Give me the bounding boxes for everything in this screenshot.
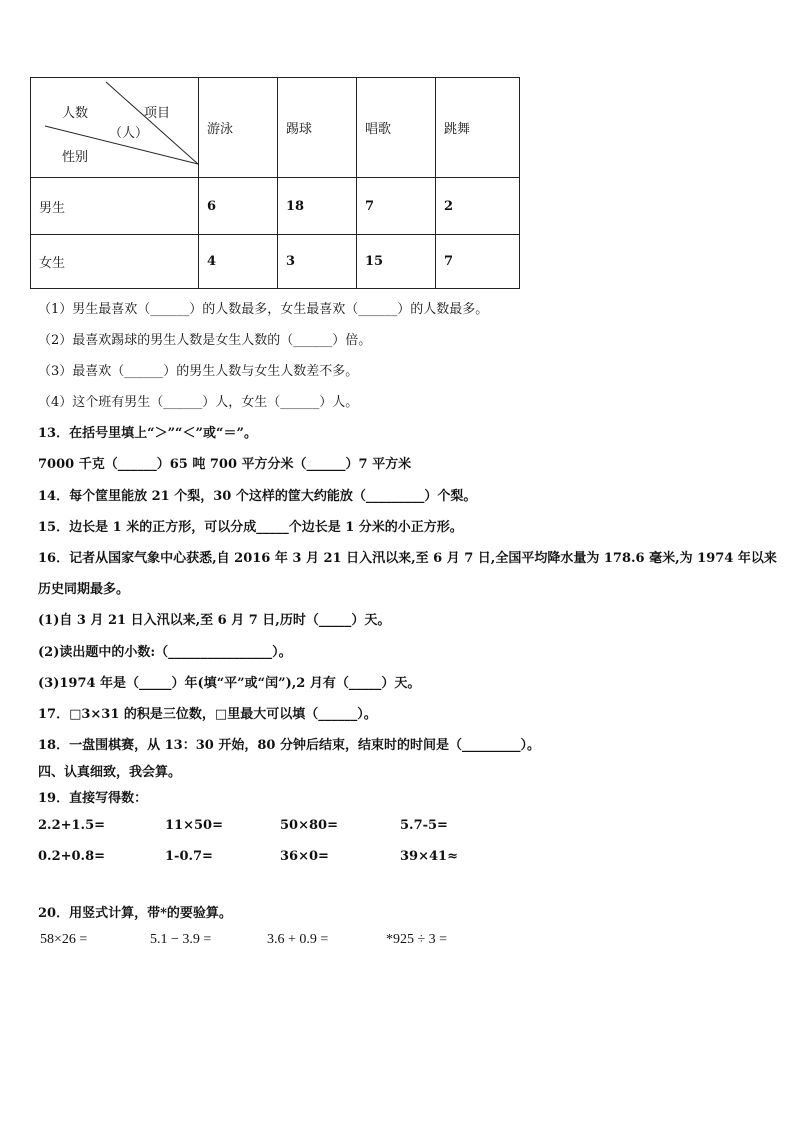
table-cell: 7 — [436, 235, 520, 289]
header-unit: （人） — [109, 126, 149, 141]
question-20: 20．用竖式计算，带*的要验算。 — [38, 906, 232, 921]
vertical-calc-item: 5.1 − 3.9 = — [150, 932, 212, 947]
question-16-cont: 历史同期最多。 — [38, 582, 130, 597]
table-row — [31, 178, 520, 235]
question-13: 13．在括号里填上“＞”“＜”或“＝”。 — [38, 426, 257, 441]
calc-item: 0.2+0.8= — [38, 849, 106, 864]
table-cell: 2 — [436, 178, 520, 235]
column-header: 游泳 — [199, 78, 278, 178]
table-header-row — [31, 78, 520, 178]
row-label: 男生 — [31, 178, 199, 235]
vertical-calc-item: 3.6 + 0.9 = — [267, 932, 329, 947]
column-header: 踢球 — [278, 78, 357, 178]
table-cell: 7 — [357, 178, 436, 235]
question-16: 16．记者从国家气象中心获悉,自 2016 年 3 月 21 日入汛以来,至 6 月 7 日,全国平均降水量为 178.6 毫米,为 1974 年以来 — [38, 551, 777, 566]
table-cell: 4 — [199, 235, 278, 289]
calc-item: 50×80= — [280, 818, 338, 833]
question-17: 17．□3×31 的积是三位数，□里最大可以填（______）。 — [38, 707, 377, 722]
calc-item: 39×41≈ — [400, 849, 458, 864]
table-row — [31, 235, 520, 289]
header-item: 项目 — [144, 106, 171, 121]
table-cell: 3 — [278, 235, 357, 289]
question-13-items: 7000 千克（______）65 吨 700 平方分米（______）7 平方米 — [38, 457, 412, 472]
question-19: 19．直接写得数： — [38, 791, 148, 806]
statistics-table — [30, 77, 520, 289]
calc-item: 2.2+1.5= — [38, 818, 106, 833]
vertical-calc-item: *925 ÷ 3 = — [386, 932, 448, 947]
table-cell: 15 — [357, 235, 436, 289]
question-16-3: (3)1974 年是（_____）年(填“平”或“闰”),2 月有（_____）天。 — [38, 676, 421, 691]
row-label: 女生 — [31, 235, 199, 289]
calc-item: 5.7-5= — [400, 818, 448, 833]
question-12-3: （3）最喜欢（______）的男生人数与女生人数差不多。 — [38, 364, 359, 379]
question-18: 18．一盘围棋赛，从 13：30 开始，80 分钟后结束，结束时的时间是（_________）。 — [38, 738, 540, 753]
column-header: 跳舞 — [436, 78, 520, 178]
question-12-4: （4）这个班有男生（______）人，女生（______）人。 — [38, 395, 359, 410]
column-header: 唱歌 — [357, 78, 436, 178]
calc-item: 36×0= — [280, 849, 329, 864]
question-12-1: （1）男生最喜欢（______）的人数最多，女生最喜欢（______）的人数最多。 — [38, 302, 489, 317]
diagonal-header-cell — [31, 78, 199, 178]
calc-item: 1-0.7= — [165, 849, 213, 864]
header-people-count: 人数 — [62, 106, 89, 121]
calc-item: 11×50= — [165, 818, 223, 833]
question-16-2: (2)读出题中的小数:（________________）。 — [38, 645, 292, 660]
header-gender: 性别 — [62, 150, 89, 165]
vertical-calc-item: 58×26 = — [40, 932, 88, 947]
section-4-heading: 四、认真细致，我会算。 — [38, 765, 182, 780]
table-cell: 18 — [278, 178, 357, 235]
question-14: 14．每个筐里能放 21 个梨，30 个这样的筐大约能放（_________）个梨。 — [38, 489, 477, 504]
question-12-2: （2）最喜欢踢球的男生人数是女生人数的（______）倍。 — [38, 333, 372, 348]
table-cell: 6 — [199, 178, 278, 235]
question-16-1: (1)自 3 月 21 日入汛以来,至 6 月 7 日,历时（_____）天。 — [38, 613, 391, 628]
question-15: 15．边长是 1 米的正方形，可以分成_____个边长是 1 分米的小正方形。 — [38, 520, 463, 535]
